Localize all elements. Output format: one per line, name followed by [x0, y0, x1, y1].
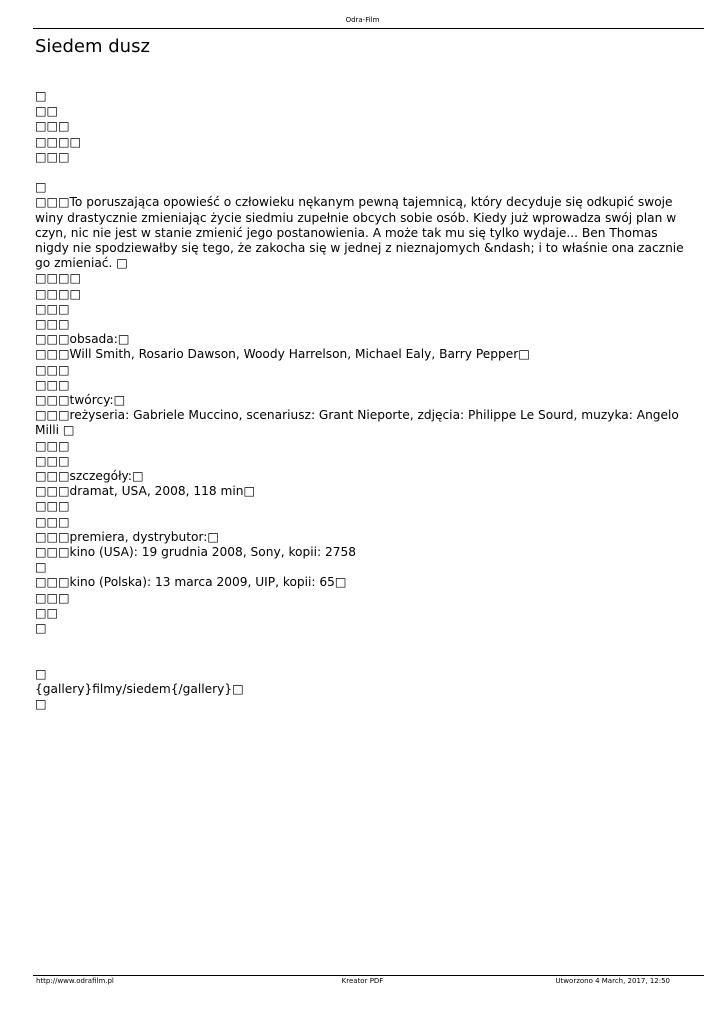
cast-value: □□□Will Smith, Rosario Dawson, Woody Harrelson, Michael Ealy, Barry Pepper□: [35, 347, 530, 362]
release-label: □□□premiera, dystrybutor:□: [35, 529, 219, 544]
footer-divider: [33, 975, 704, 976]
placeholder-line: □□□: [35, 149, 70, 164]
description-paragraph: □□□To poruszająca opowieść o człowieku nękanym pewną tajemnicą, który decyduje się odkupić swoje winy drastycznie zmieniając życie siedmiu zupełnie obcych sobie osób. Kiedy już wprowadza swój plan w czyn, nic nie jest w stanie zmienić jego postanowienia. A może tak mu się tylko wydaje... Ben Thomas nigdy nie spodziewałby się tego, że zakocha się w jednej z nieznajomych &ndash; i to właśnie ona zacznie go zmieniać. □: [35, 195, 684, 271]
placeholder-line: □: [35, 621, 47, 636]
placeholder-line: □□□□: [35, 286, 82, 301]
placeholder-line: □: [35, 560, 47, 575]
spacer: [35, 651, 685, 666]
spacer: [35, 165, 685, 180]
placeholder-line: □: [35, 89, 47, 103]
footer-created-date: Utworzono 4 March, 2017, 12:50: [555, 977, 670, 985]
page-title: Siedem dusz: [35, 36, 150, 57]
creators-value: □□□reżyseria: Gabriele Muccino, scenariusz: Grant Nieporte, zdjęcia: Philippe Le Sourd, muzyka: Angelo Milli □: [35, 408, 679, 438]
release-poland: □□□kino (Polska): 13 marca 2009, UIP, kopii: 65□: [35, 575, 347, 590]
page-header-site: Odra-Film: [345, 16, 380, 24]
placeholder-line: □□□: [35, 317, 70, 332]
details-label: □□□szczegóły:□: [35, 469, 144, 484]
placeholder-line: □: [35, 180, 47, 195]
spacer: [35, 636, 685, 651]
placeholder-line: □□□: [35, 590, 70, 605]
document-body: [35, 89, 685, 712]
footer-creator: Kreator PDF: [341, 977, 384, 985]
placeholder-line: □□□: [35, 377, 70, 392]
release-usa: □□□kino (USA): 19 grudnia 2008, Sony, kopii: 2758: [35, 545, 357, 560]
placeholder-line: □□□: [35, 119, 70, 134]
placeholder-line: □□□: [35, 438, 70, 453]
placeholder-line: □□□□: [35, 134, 82, 149]
details-value: □□□dramat, USA, 2008, 118 min□: [35, 484, 255, 499]
placeholder-line: □□□: [35, 499, 70, 514]
creators-label: □□□twórcy:□: [35, 393, 126, 408]
placeholder-line: □□: [35, 605, 59, 620]
placeholder-line: □□□: [35, 301, 70, 316]
placeholder-line: □: [35, 697, 47, 712]
placeholder-line: □□□: [35, 362, 70, 377]
placeholder-line: □□□□: [35, 271, 82, 286]
placeholder-line: □□□: [35, 514, 70, 529]
cast-label: □□□obsada:□: [35, 332, 130, 347]
placeholder-line: □: [35, 666, 47, 681]
placeholder-line: □□: [35, 104, 59, 119]
placeholder-line: □□□: [35, 453, 70, 468]
header-divider: [33, 28, 704, 29]
footer-url: http://www.odrafilm.pl: [36, 977, 114, 985]
gallery-tag: {gallery}filmy/siedem{/gallery}□: [35, 681, 244, 696]
